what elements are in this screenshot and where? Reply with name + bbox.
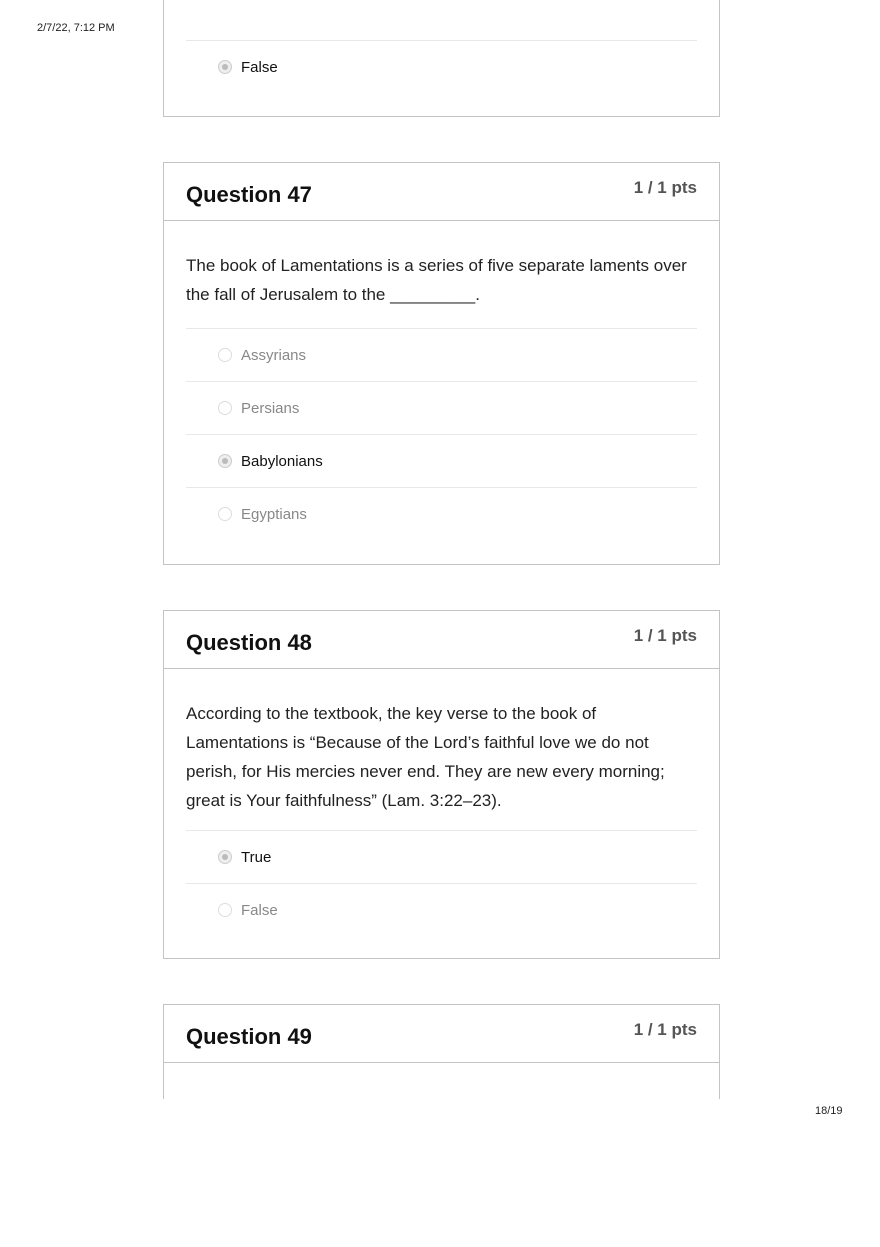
radio-icon[interactable] bbox=[218, 903, 232, 917]
radio-icon[interactable] bbox=[218, 454, 232, 468]
option-label: Assyrians bbox=[241, 346, 307, 364]
answer-option[interactable] bbox=[186, 883, 697, 936]
answer-option[interactable] bbox=[186, 487, 697, 540]
question-header bbox=[164, 1005, 719, 1063]
option-label: Egyptians bbox=[241, 505, 307, 523]
question-title: Question 49 bbox=[186, 1024, 312, 1049]
question-text: According to the textbook, the key verse to the book of Lamentations is “Because of the Lord’s faithful love we do not perish, for His mercies never end. They are new every morning; great is Your faithfulness” (Lam. 3:22–23). bbox=[186, 704, 665, 810]
radio-icon[interactable] bbox=[218, 401, 232, 415]
radio-icon[interactable] bbox=[218, 348, 232, 362]
print-timestamp: 2/7/22, 7:12 PM bbox=[37, 22, 115, 34]
question-card-48 bbox=[163, 610, 720, 959]
question-text: The book of Lamentations is a series of five separate laments over the fall of Jerusalem to the _________. bbox=[186, 256, 687, 304]
question-header bbox=[164, 163, 719, 221]
radio-icon[interactable] bbox=[218, 60, 232, 74]
question-header bbox=[164, 611, 719, 669]
answer-option-selected[interactable] bbox=[186, 830, 697, 883]
page-number: 18/19 bbox=[815, 1105, 843, 1117]
answer-option-false[interactable] bbox=[186, 40, 697, 93]
radio-icon[interactable] bbox=[218, 507, 232, 521]
question-title: Question 48 bbox=[186, 630, 312, 655]
question-card-49 bbox=[163, 1004, 720, 1099]
answer-option[interactable] bbox=[186, 328, 697, 381]
option-label: False bbox=[241, 901, 278, 919]
option-label: True bbox=[241, 848, 272, 866]
answer-option-selected[interactable] bbox=[186, 434, 697, 487]
option-label: Babylonians bbox=[241, 452, 323, 470]
radio-icon[interactable] bbox=[218, 850, 232, 864]
question-points: 1 / 1 pts bbox=[633, 178, 697, 197]
question-points: 1 / 1 pts bbox=[633, 626, 697, 645]
question-title: Question 47 bbox=[186, 182, 312, 207]
option-label: Persians bbox=[241, 399, 300, 417]
question-points: 1 / 1 pts bbox=[633, 1020, 697, 1039]
answer-option[interactable] bbox=[186, 381, 697, 434]
option-label: False bbox=[241, 58, 278, 76]
question-card-47 bbox=[163, 162, 720, 565]
question-card-46 bbox=[163, 0, 720, 117]
